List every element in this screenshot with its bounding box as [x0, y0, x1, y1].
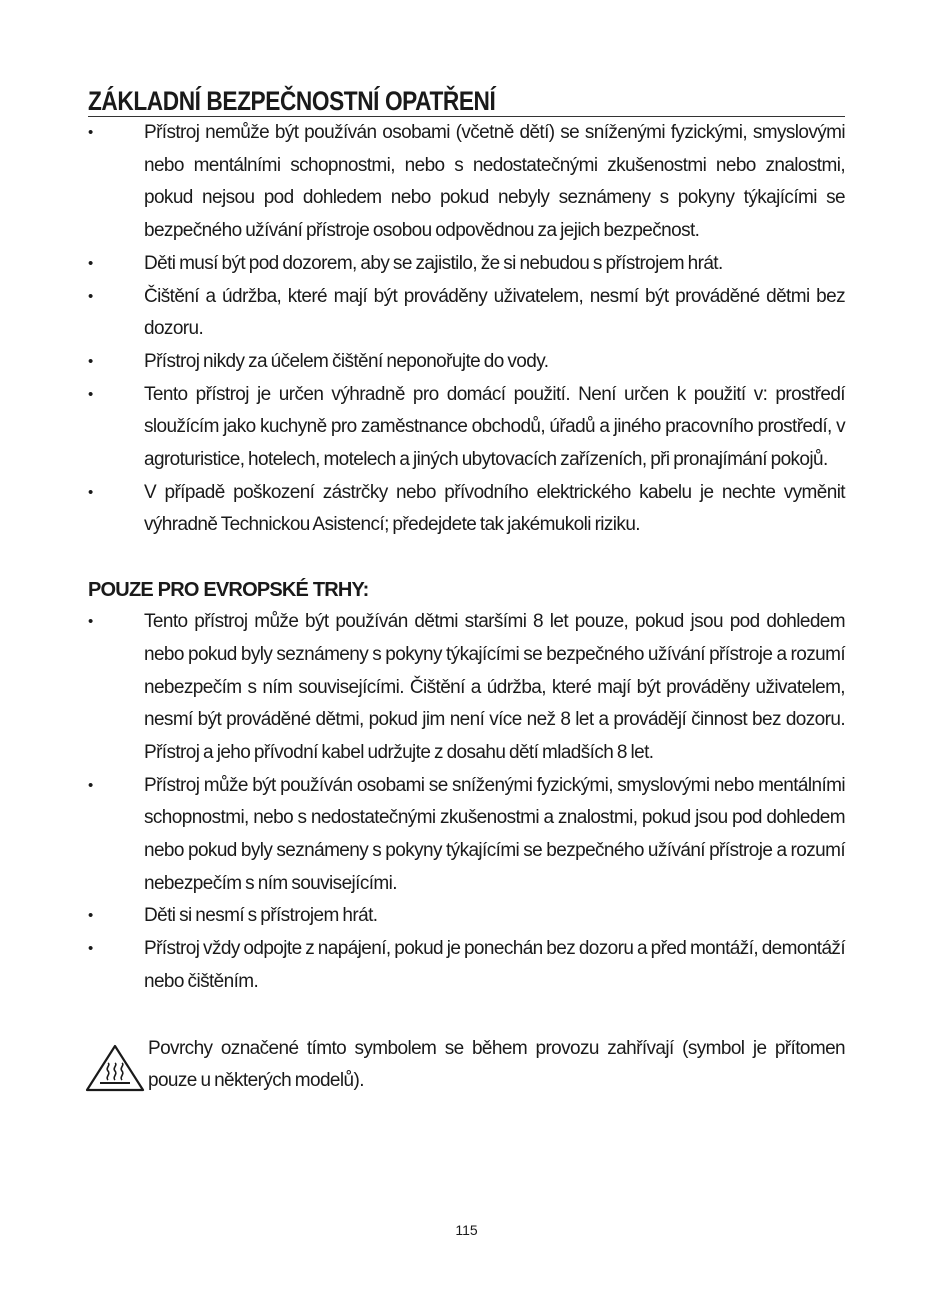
eu-list — [88, 606, 845, 998]
list-item: • Přístroj může být používán osobami se sníženými fyzickými, smyslovými nebo mentálními schopnostmi, nebo s nedostatečnými zkušenostmi a znalostmi, pokud jsou pod dohledem nebo pokud byly seznámeny s pokyny týkajícími se bezpečného užívání přístroje a rozumí nebezpečím s ním souvisejícími. — [88, 770, 845, 901]
list-item: • Přístroj nemůže být používán osobami (včetně dětí) se sníženými fyzickými, smyslovými nebo mentálními schopnostmi, nebo s nedostatečnými zkušenostmi nebo znalostmi, pokud nejsou pod dohledem nebo pokud nebyly seznámeny s pokyny týkajícími se bezpečného užívání přístroje osobou odpovědnou za jejich bezpečnost. — [88, 117, 845, 248]
bullet: • — [88, 287, 93, 305]
list-item: • Přístroj vždy odpojte z napájení, pokud je ponechán bez dozoru a před montáží, demontáží nebo čištěním. — [88, 933, 845, 998]
hot-surface-warning — [88, 1033, 845, 1098]
list-item: • Tento přístroj může být používán dětmi staršími 8 let pouze, pokud jsou pod dohledem nebo pokud byly seznámeny s pokyny týkajícími se bezpečného užívání přístroje a rozumí nebezpečím s ním souvisejícími. Čištění a údržba, které mají být prováděny uživatelem, nesmí být prováděné dětmi, pokud jim není více než 8 let a provádějí činnost bez dozoru. Přístroj a jeho přívodní kabel udržujte z dosahu dětí mladších 8 let. — [88, 606, 845, 770]
bullet: • — [88, 776, 93, 794]
list-item: • Přístroj nikdy za účelem čištění neponořujte do vody. — [88, 346, 845, 379]
bullet: • — [88, 940, 93, 958]
hot-surface-icon — [84, 1043, 146, 1093]
subsection-title: POUZE PRO EVROPSKÉ TRHY: — [88, 579, 369, 602]
list-item: • Děti musí být pod dozorem, aby se zajistilo, že si nebudou s přístrojem hrát. — [88, 248, 845, 281]
list-item: • V případě poškození zástrčky nebo přívodního elektrického kabelu je nechte vyměnit výhradně Technickou Asistencí; předejdete tak jakémukoli riziku. — [88, 477, 845, 542]
bullet: • — [88, 483, 93, 501]
bullet: • — [88, 385, 93, 403]
bullet: • — [88, 352, 93, 370]
warning-text: Povrchy označené tímto symbolem se během provozu zahřívají (symbol je přítomen pouze u některých modelů). — [148, 1037, 845, 1092]
list-item: • Tento přístroj je určen výhradně pro domácí použití. Není určen k použití v: prostředí sloužícím jako kuchyně pro zaměstnance obchodů, úřadů a jiného pracovního prostředí, v agroturistice, hotelech, motelech a jiných ubytovacích zařízeních, při pronajímání pokojů. — [88, 379, 845, 477]
bullet: • — [88, 124, 93, 141]
list-item: • Čištění a údržba, které mají být prováděny uživatelem, nesmí být prováděné dětmi bez dozoru. — [88, 281, 845, 346]
list-item: • Děti si nesmí s přístrojem hrát. — [88, 900, 845, 933]
page-number: 115 — [455, 1222, 478, 1238]
bullet: • — [88, 907, 93, 925]
bullet: • — [88, 613, 93, 631]
bullet: • — [88, 254, 93, 272]
document-page — [88, 84, 845, 1098]
safety-list — [88, 117, 845, 542]
section-title: ZÁKLADNÍ BEZPEČNOSTNÍ OPATŘENÍ — [88, 86, 496, 116]
